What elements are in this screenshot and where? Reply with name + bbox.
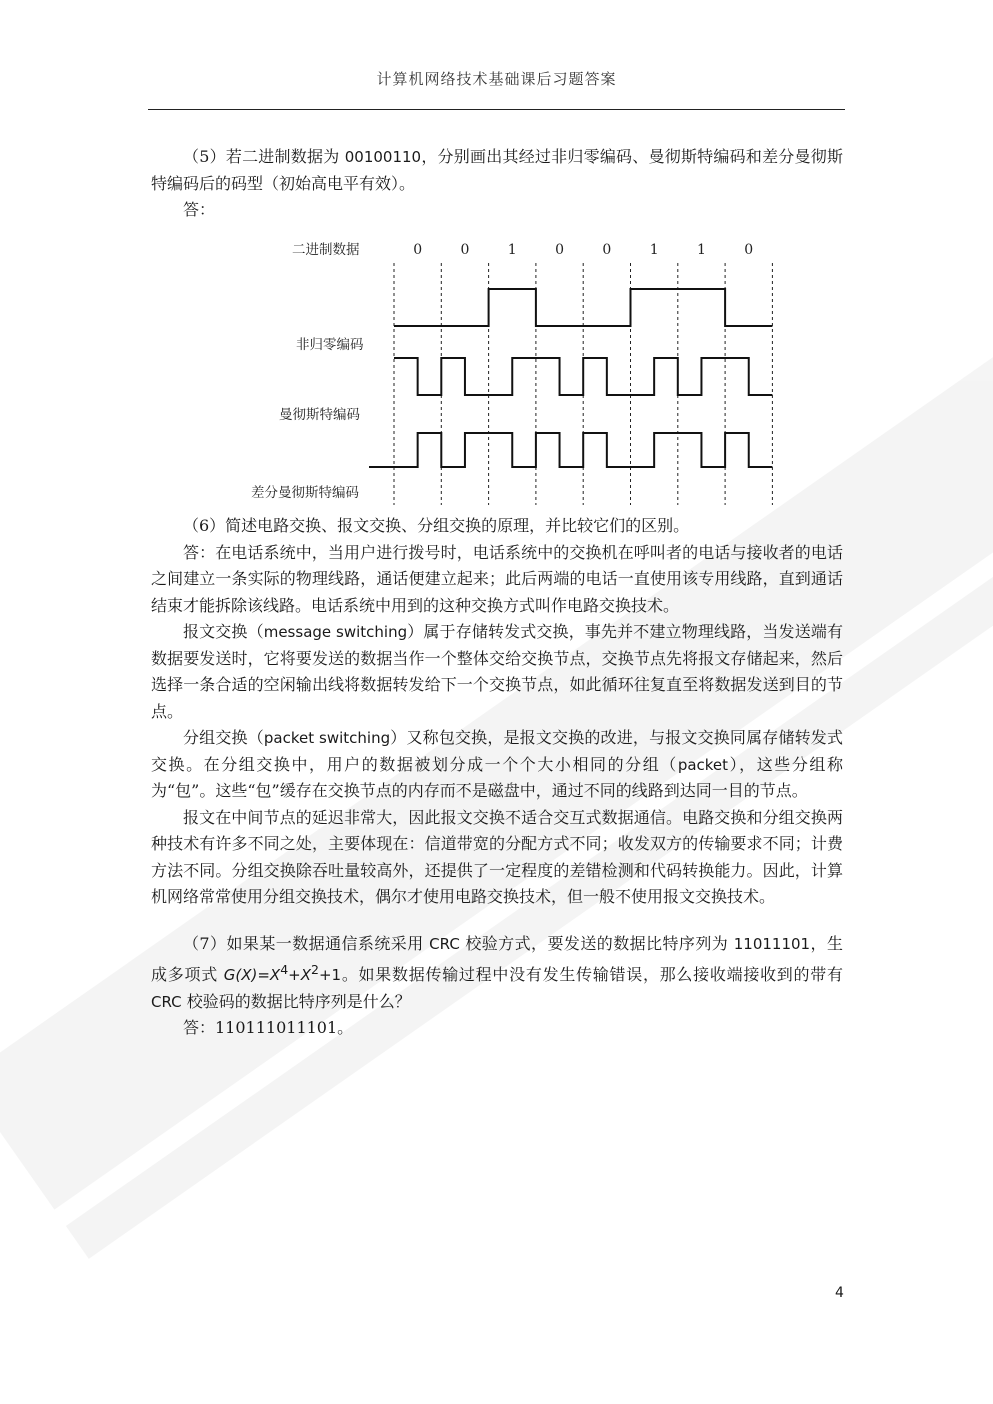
bit-label: 1 — [507, 242, 517, 258]
answer-6-circuit-switching: 答：在电话系统中，当用户进行拨号时，电话系统中的交换机在呼叫者的电话与接收者的电话之间建立一条实际的物理线路，通话便建立起来；此后两端的电话一直使用该专用线路，直到通话结束才能拆除该线路。电话系统中用到的这种交换方式叫作电路交换技术。 — [151, 542, 843, 615]
label-manchester: 曼彻斯特编码 — [279, 407, 360, 423]
label-nrz: 非归零编码 — [296, 337, 364, 353]
bit-label: 0 — [744, 242, 754, 258]
label-binary-data: 二进制数据 — [292, 242, 360, 258]
manchester-waveform — [394, 358, 772, 395]
header-rule — [148, 109, 845, 110]
page-content — [151, 144, 843, 1041]
answer-5-label: 答： — [183, 200, 216, 219]
page-number: 4 — [835, 1285, 844, 1301]
page-header-title: 计算机网络技术基础课后习题答案 — [376, 70, 617, 88]
bit-label: 0 — [460, 242, 470, 258]
bit-label: 0 — [602, 242, 612, 258]
encoding-waveforms — [151, 223, 843, 505]
generator-polynomial: $G(X)=X^4+X^2+1$ — [223, 962, 342, 984]
bit-label: 1 — [696, 242, 706, 258]
question-7: （7）如果某一数据通信系统采用 CRC 校验方式，要发送的数据比特序列为 11011101，生成多项式 $G(X)=X^4+X^2+1$。如果数据传输过程中没有发生传输错误，那么接收端接收到的带有 CRC 校验码的数据比特序列是什么？ — [151, 933, 843, 1011]
answer-6-packet-switching: 分组交换（packet switching）又称包交换，是报文交换的改进，与报文交换同属存储转发式交换。在分组交换中，用户的数据被划分成一个个大小相同的分组（packet），这些分组称为“包”。这些“包”缓存在交换节点的内存而不是磁盘中，通过不同的线路到达同一目的节点。 — [151, 728, 843, 800]
answer-6-comparison: 报文在中间节点的延迟非常大，因此报文交换不适合交互式数据通信。电路交换和分组交换两种技术有许多不同之处，主要体现在：信道带宽的分配方式不同；收发双方的传输要求不同；计费方法不同。分组交换除吞吐量较高外，还提供了一定程度的差错检测和代码转换能力。因此，计算机网络常常使用分组交换技术，偶尔才使用电路交换技术，但一般不使用报文交换技术。 — [151, 807, 843, 906]
answer-6-message-switching: 报文交换（message switching）属于存储转发式交换，事先并不建立物理线路，当发送端有数据要发送时，它将要发送的数据当作一个整体交给交换节点，交换节点先将报文存储起来，然后选择一条合适的空闲输出线将数据转发给下一个交换节点，如此循环往复直至将数据发送到目的节点。 — [151, 622, 843, 721]
answer-7: 答：110111011101。 — [183, 1018, 354, 1037]
bit-label: 0 — [413, 242, 423, 258]
bit-label: 0 — [555, 242, 565, 258]
label-diff-manchester: 差分曼彻斯特编码 — [251, 485, 359, 501]
question-6: （6）简述电路交换、报文交换、分组交换的原理，并比较它们的区别。 — [183, 516, 690, 535]
question-5: （5）若二进制数据为 00100110，分别画出其经过非归零编码、曼彻斯特编码和差分曼彻斯特编码后的码型（初始高电平有效）。 — [151, 147, 843, 193]
diff-manchester-waveform — [369, 433, 772, 467]
bit-label: 1 — [649, 242, 659, 258]
encoding-diagram — [151, 223, 843, 505]
